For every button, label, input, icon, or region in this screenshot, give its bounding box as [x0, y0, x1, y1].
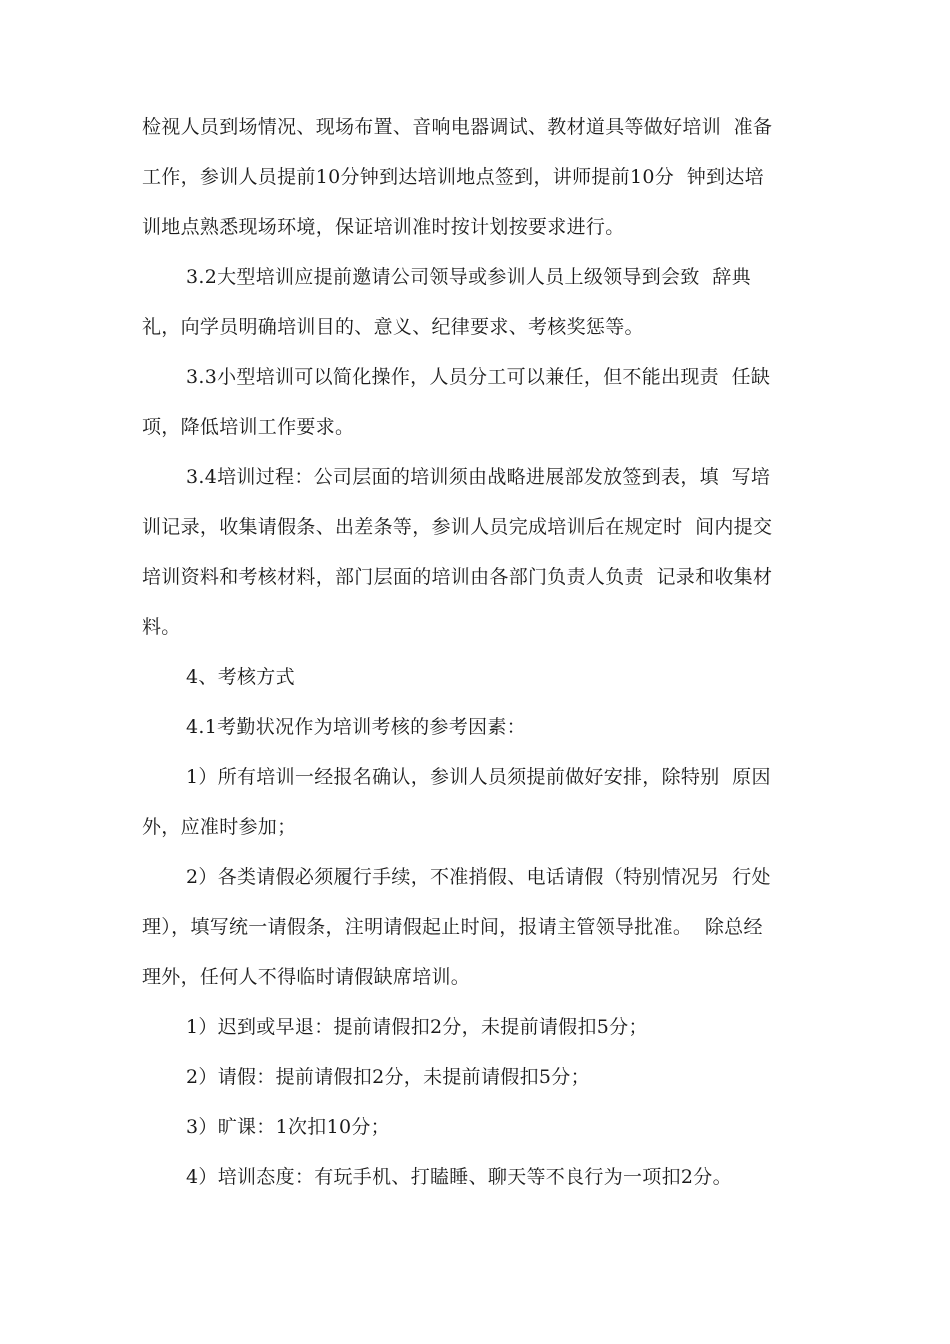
list-item: 2）请假：提前请假扣2分，未提前请假扣5分；: [186, 1066, 590, 1088]
paragraph-line: 3.2大型培训应提前邀请公司领导或参训人员上级领导到会致 辞典: [186, 266, 751, 288]
paragraph-line: 礼，向学员明确培训目的、意义、纪律要求、考核奖惩等。: [142, 316, 644, 338]
paragraph-line: 理外，任何人不得临时请假缺席培训。: [142, 966, 471, 988]
section-heading: 4、考核方式: [186, 666, 295, 688]
paragraph-line: 料。: [142, 616, 181, 638]
paragraph-line: 3.4培训过程：公司层面的培训须由战略进展部发放签到表，填 写培: [186, 466, 771, 488]
paragraph-line: 工作，参训人员提前10分钟到达培训地点签到，讲师提前10分 钟到达培: [142, 166, 764, 188]
paragraph-line: 3.3小型培训可以简化操作，人员分工可以兼任，但不能出现责 任缺: [186, 366, 771, 388]
paragraph-line: 培训资料和考核材料，部门层面的培训由各部门负责人负责 记录和收集材: [142, 566, 773, 588]
list-item: 3）旷课：1次扣10分；: [186, 1116, 390, 1138]
list-item: 2）各类请假必须履行手续，不准捎假、电话请假（特别情况另 行处: [186, 866, 771, 888]
paragraph-line: 检视人员到场情况、现场布置、音响电器调试、教材道具等做好培训 准备: [142, 116, 773, 138]
list-item: 1）所有培训一经报名确认，参训人员须提前做好安排，除特别 原因: [186, 766, 771, 788]
list-item: 1）迟到或早退：提前请假扣2分，未提前请假扣5分；: [186, 1016, 648, 1038]
paragraph-line: 训记录，收集请假条、出差条等，参训人员完成培训后在规定时 间内提交: [142, 516, 773, 538]
list-item: 4）培训态度：有玩手机、打瞌睡、聊天等不良行为一项扣2分。: [186, 1166, 732, 1188]
paragraph-line: 训地点熟悉现场环境，保证培训准时按计划按要求进行。: [142, 216, 625, 238]
paragraph-line: 项，降低培训工作要求。: [142, 416, 355, 438]
paragraph-line: 4.1考勤状况作为培训考核的参考因素：: [186, 716, 526, 738]
paragraph-line: 外，应准时参加；: [142, 816, 297, 838]
paragraph-line: 理），填写统一请假条，注明请假起止时间，报请主管领导批准。 除总经: [142, 916, 763, 938]
